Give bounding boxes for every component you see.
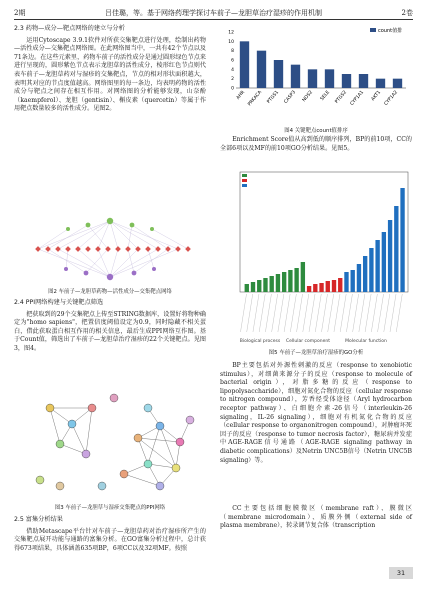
go-term-label-line [334, 294, 340, 332]
x-tick-label: CASP3 [283, 90, 298, 105]
go-bar [313, 284, 317, 292]
figure-5-caption: 图5 车前子—龙胆草治疗湿疹的GO分析 [268, 350, 364, 356]
go-bar [307, 286, 311, 292]
figure-4-caption: 图4 关键靶点count值排序 [284, 128, 348, 134]
go-term-label-line [272, 294, 278, 332]
go-term-label-line [303, 294, 309, 332]
go-bar-chart [226, 166, 410, 344]
x-tick-label: SELE [319, 90, 332, 102]
network-graph-figure-2 [18, 215, 202, 283]
x-tick-label: NOS2 [301, 90, 315, 104]
section-2-3 [14, 23, 206, 114]
page-number: 31 [389, 567, 413, 579]
bar-AHR [240, 41, 249, 88]
section-2-5-text: 借助Metascape平台针对车前子—龙胆草药对治疗湿疹所产生的交集靶点展开功能与通路的富集分析。在GO富集分析过程中，总计获得673项结果，具体涵盖635项BP，6项CC以及32项MF。按照 [14, 527, 206, 552]
figure-2-caption: 图2 车前子—龙胆草药物—活性成分—交集靶点网络 [48, 289, 172, 295]
x-tick-label: PTGS1 [266, 90, 281, 105]
cc-text: CC主要包括细胞膜微区（membrane raft）、膜微区（membrane microdomain）、质膜外侧（external side of plasma membrane），转录调节复合体（transcription [220, 505, 412, 530]
go-term-label-line [284, 294, 290, 332]
figure-4-chart [220, 24, 412, 124]
go-term-label-line [396, 294, 402, 332]
go-bar [294, 268, 298, 292]
go-bar [400, 188, 404, 292]
go-section-bp: Biological process [239, 339, 281, 344]
y-tick-label: 10 [228, 39, 234, 45]
figure-3-ppi [30, 378, 198, 500]
go-term-label-line [297, 294, 303, 332]
go-bar [270, 276, 274, 292]
go-term-label-line [240, 294, 246, 332]
go-bar [257, 280, 261, 292]
issue-label: 2期 [14, 8, 26, 17]
section-2-4-title: 2.4 PPI网络构建与关键靶点筛选 [14, 299, 104, 306]
section-2-3-text: 运用Cytoscape 3.9.1软件对所获交集靶点进行处理，绘制出药物—活性成分—交集靶点网络图。在此网络图当中，一共有42个节点以及71条边。在这些元素里，药物车前子的活性成分是通过圆形绿色节点来进行呈现的，圆形紫色节点表示龙胆草的活性成分，棱形红色节点则代表车前子—龙胆草药对与湿疹的交集靶点，节点的相对形状面积越大，表明其对应的节点度值越高。网络图里的每一条边，均表明药物的活性成分与靶点之间存在相互作用。对网络图的分析能够发现，山奈酚（kaempferol）、龙胆（gentisin）、槲皮素（quercetin）等属于作用靶点数量较多的活性成分。见图2。 [14, 36, 206, 113]
go-term-label-line [247, 294, 253, 332]
go-term-label-line [365, 294, 371, 332]
y-tick-label: 2 [231, 77, 234, 83]
ppi-network-figure-3 [30, 378, 198, 500]
paragraph-bp [220, 362, 412, 465]
bar-PTGS1 [274, 60, 283, 88]
go-bar [382, 232, 386, 292]
go-bar [301, 262, 305, 292]
go-bar [288, 270, 292, 292]
go-bar [369, 248, 373, 292]
section-2-3-title: 2.3 药物—成分—靶点网络的建立与分析 [14, 25, 125, 32]
figure-2-network [18, 215, 202, 283]
y-tick-label: 12 [228, 30, 234, 36]
bar-CYP1A2 [393, 79, 402, 88]
go-term-label-line [315, 294, 321, 332]
running-title: 吕佳璐，等。基于网络药理学探讨车前子—龙胆草治疗湿疹的作用机制 [105, 8, 322, 17]
go-term-label-line [253, 294, 259, 332]
section-2-4-text: 把获取到的29个交集靶点上传至STRING数据库，设置好将物种确定为"homo sapiens"，把置信度阈值设定为0.9，同时隐藏不相关蛋白，借此获取蛋白相互作用的相关信息，最后生成PPI网络互作图。基于Count值，筛选出了车前子—龙胆草治疗湿疹的22个关键靶点。见图3，图4。 [14, 310, 206, 352]
y-tick-label: 6 [231, 58, 234, 64]
x-tick-label: AKT1 [370, 90, 383, 103]
go-bar [394, 206, 398, 292]
volume-label: 2卷 [401, 8, 413, 17]
go-bar [326, 281, 330, 292]
x-tick-label: CYP1A2 [383, 90, 400, 107]
go-bar [263, 278, 267, 292]
go-bar [245, 284, 249, 292]
go-bar [363, 256, 367, 292]
bar-SELE [325, 69, 334, 88]
go-term-label-line [278, 294, 284, 332]
enrichment-text: Enrichment Score值从高到低的顺序排列，BP的前10项，CC的全部6项以及MF的前10项GO分析结果。见图5。 [220, 136, 412, 152]
go-bar [388, 220, 392, 292]
legend-label: count值排 [378, 28, 403, 34]
go-term-label-line [384, 294, 390, 332]
figure-3-caption: 图3 车前子—龙胆草与湿疹交集靶点的PPI网络 [54, 505, 166, 511]
paragraph-cc [220, 505, 412, 531]
go-bar [332, 280, 336, 292]
go-term-label-line [359, 294, 365, 332]
section-2-5 [14, 514, 206, 553]
go-bar [338, 278, 342, 292]
bar-PTGS2 [342, 74, 351, 88]
y-tick-label: 4 [231, 67, 234, 73]
bar-AKT1 [376, 79, 385, 88]
go-bar [344, 272, 348, 292]
paragraph-enrichment [220, 136, 412, 153]
figure-5-go [226, 166, 410, 344]
bar-CASP3 [291, 65, 300, 88]
go-term-label-line [309, 294, 315, 332]
go-bar [357, 264, 361, 292]
x-tick-label: PRKACA [247, 90, 264, 108]
running-header [14, 6, 413, 20]
go-term-label-line [340, 294, 346, 332]
bar-CYP1A1 [359, 74, 368, 88]
go-bar [282, 272, 286, 292]
bar-PRKACA [257, 51, 266, 88]
go-bar [276, 274, 280, 292]
y-tick-label: 0 [231, 86, 234, 92]
go-term-label-line [259, 294, 265, 332]
go-term-label-line [353, 294, 359, 332]
go-section-cc: Cellular component [285, 339, 331, 344]
legend-swatch [370, 28, 376, 32]
section-2-5-title: 2.5 富集分析结果 [14, 516, 63, 523]
bar-NOS2 [308, 69, 317, 88]
go-bar [375, 240, 379, 292]
go-bar [319, 283, 323, 292]
go-term-label-line [378, 294, 384, 332]
bp-text: BP主要包括对外源性刺激的反应（response to xenobiotic stimulus），对细菌来源分子的反应（response to molecule of bacterial origin），对脂多糖的反应（response to lipopolysaccharide），细胞对氮化合物的反应（cellular response to nitrogen compound），芳香烃受体途径（Aryl hydrocarbon receptor pathway）、白细胞介素-26信号（interleukin-26 signaling，IL-26 signaling），细胞对有机氮化合物的反应（cellular response to organonitrogen compound），对肿瘤坏死因子的反应（response to tumor necrosis factor），糖尿病并发症中AGE-RAGE信号通路（AGE-RAGE signaling pathway in diabetic complications）及Netrin UNC5B信号（Netrin UNC5B signaling）等。 [220, 362, 412, 464]
section-2-4 [14, 297, 206, 354]
go-term-label-line [265, 294, 271, 332]
y-tick-label: 8 [231, 49, 234, 55]
count-bar-chart [220, 24, 412, 124]
go-term-label-line [371, 294, 377, 332]
x-tick-label: PTGS2 [334, 90, 349, 105]
go-term-label-line [328, 294, 334, 332]
go-term-label-line [346, 294, 352, 332]
go-term-label-line [321, 294, 327, 332]
go-bar [351, 270, 355, 292]
go-term-label-line [290, 294, 296, 332]
x-tick-label: AHR [235, 90, 247, 101]
go-term-label-line [390, 294, 396, 332]
go-section-mf: Molecular function [345, 339, 387, 344]
go-bar [251, 282, 255, 292]
x-tick-label: CYP1A1 [349, 90, 366, 107]
